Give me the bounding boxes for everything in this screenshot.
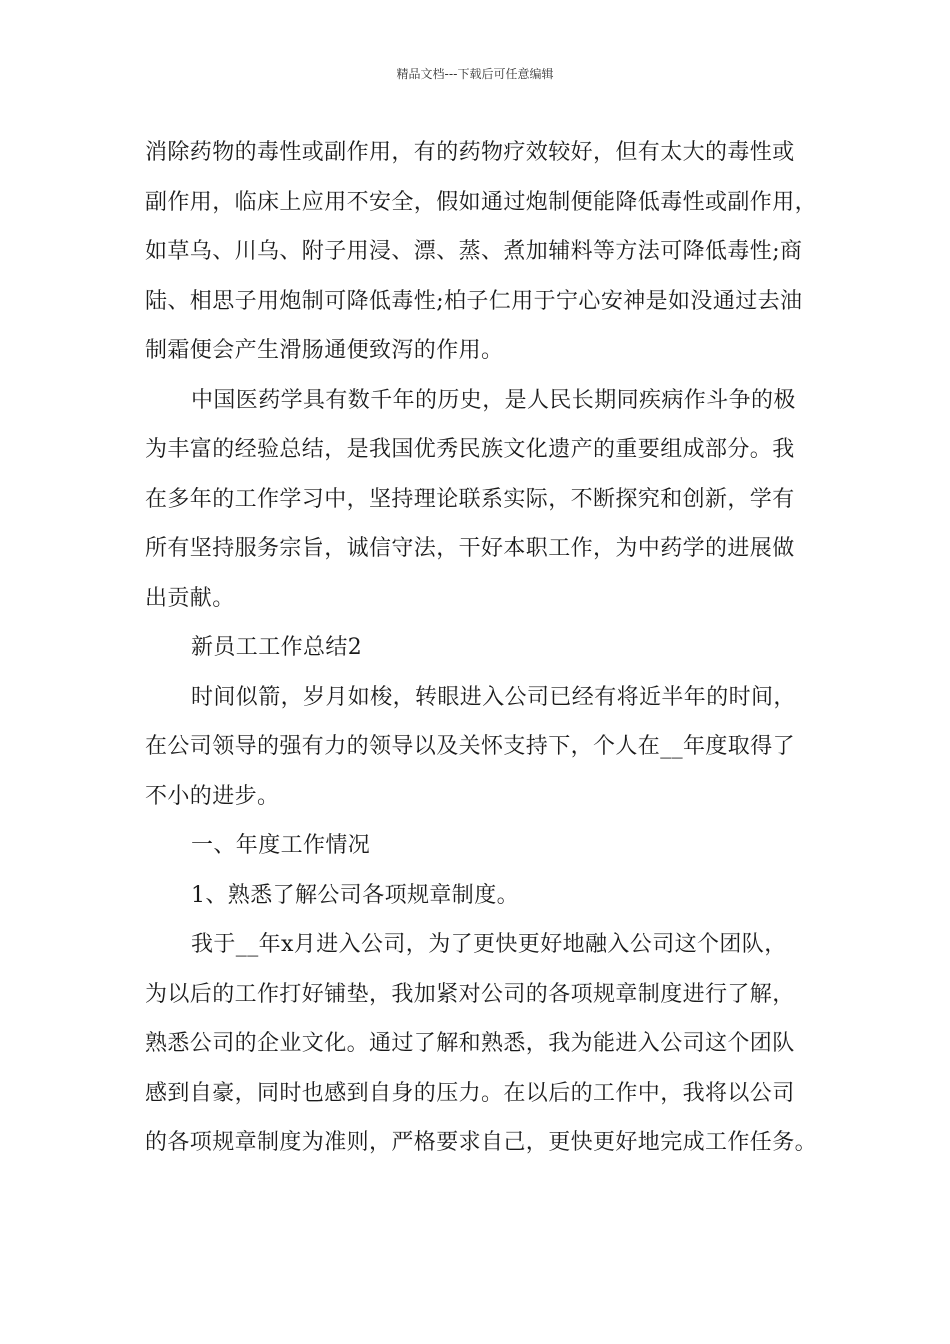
text-line: 出贡献。 (145, 585, 235, 611)
paragraph-start: 我于__年x月进入公司，为了更快更好地融入公司这个团队， (191, 932, 787, 957)
text-line: 的各项规章制度为准则，严格要求自己，更快更好地完成工作任务。 (145, 1130, 818, 1155)
document-body (145, 128, 825, 1168)
text-line: 不小的进步。 (145, 783, 280, 809)
paragraph-start: 时间似箭，岁月如梭，转眼进入公司已经有将近半年的时间， (191, 684, 796, 710)
text-line: 陆、相思子用炮制可降低毒性;柏子仁用于宁心安神是如没通过去油 (145, 288, 803, 314)
subsection-heading: 1、熟悉了解公司各项规章制度。 (191, 882, 519, 908)
text-line: 所有坚持服务宗旨，诚信守法，干好本职工作，为中药学的进展做 (145, 536, 795, 561)
text-line: 在公司领导的强有力的领导以及关怀支持下，个人在__年度取得了 (145, 734, 796, 759)
text-line: 制霜便会产生滑肠通便致泻的作用。 (145, 338, 504, 363)
text-line: 副作用，临床上应用不安全，假如通过炮制便能降低毒性或副作用， (145, 189, 818, 215)
page-header: 精品文档---下载后可任意编辑 (396, 67, 554, 81)
text-line: 消除药物的毒性或副作用，有的药物疗效较好，但有太大的毒性或 (145, 140, 795, 165)
text-line: 熟悉公司的企业文化。通过了解和熟悉，我为能进入公司这个团队 (145, 1031, 795, 1056)
paragraph-start: 中国医药学具有数千年的历史，是人民长期同疾病作斗争的极 (191, 387, 796, 413)
section-title: 新员工工作总结2 (191, 635, 363, 660)
text-line: 如草乌、川乌、附子用浸、漂、蒸、煮加辅料等方法可降低毒性;商 (145, 239, 803, 264)
text-line: 为丰富的经验总结，是我国优秀民族文化遗产的重要组成部分。我 (145, 437, 795, 462)
text-line: 感到自豪，同时也感到自身的压力。在以后的工作中，我将以公司 (145, 1080, 795, 1106)
text-line: 为以后的工作打好铺垫，我加紧对公司的各项规章制度进行了解， (145, 981, 795, 1007)
text-line: 在多年的工作学习中，坚持理论联系实际，不断探究和创新，学有 (145, 486, 795, 512)
section-heading: 一、年度工作情况 (191, 833, 371, 858)
